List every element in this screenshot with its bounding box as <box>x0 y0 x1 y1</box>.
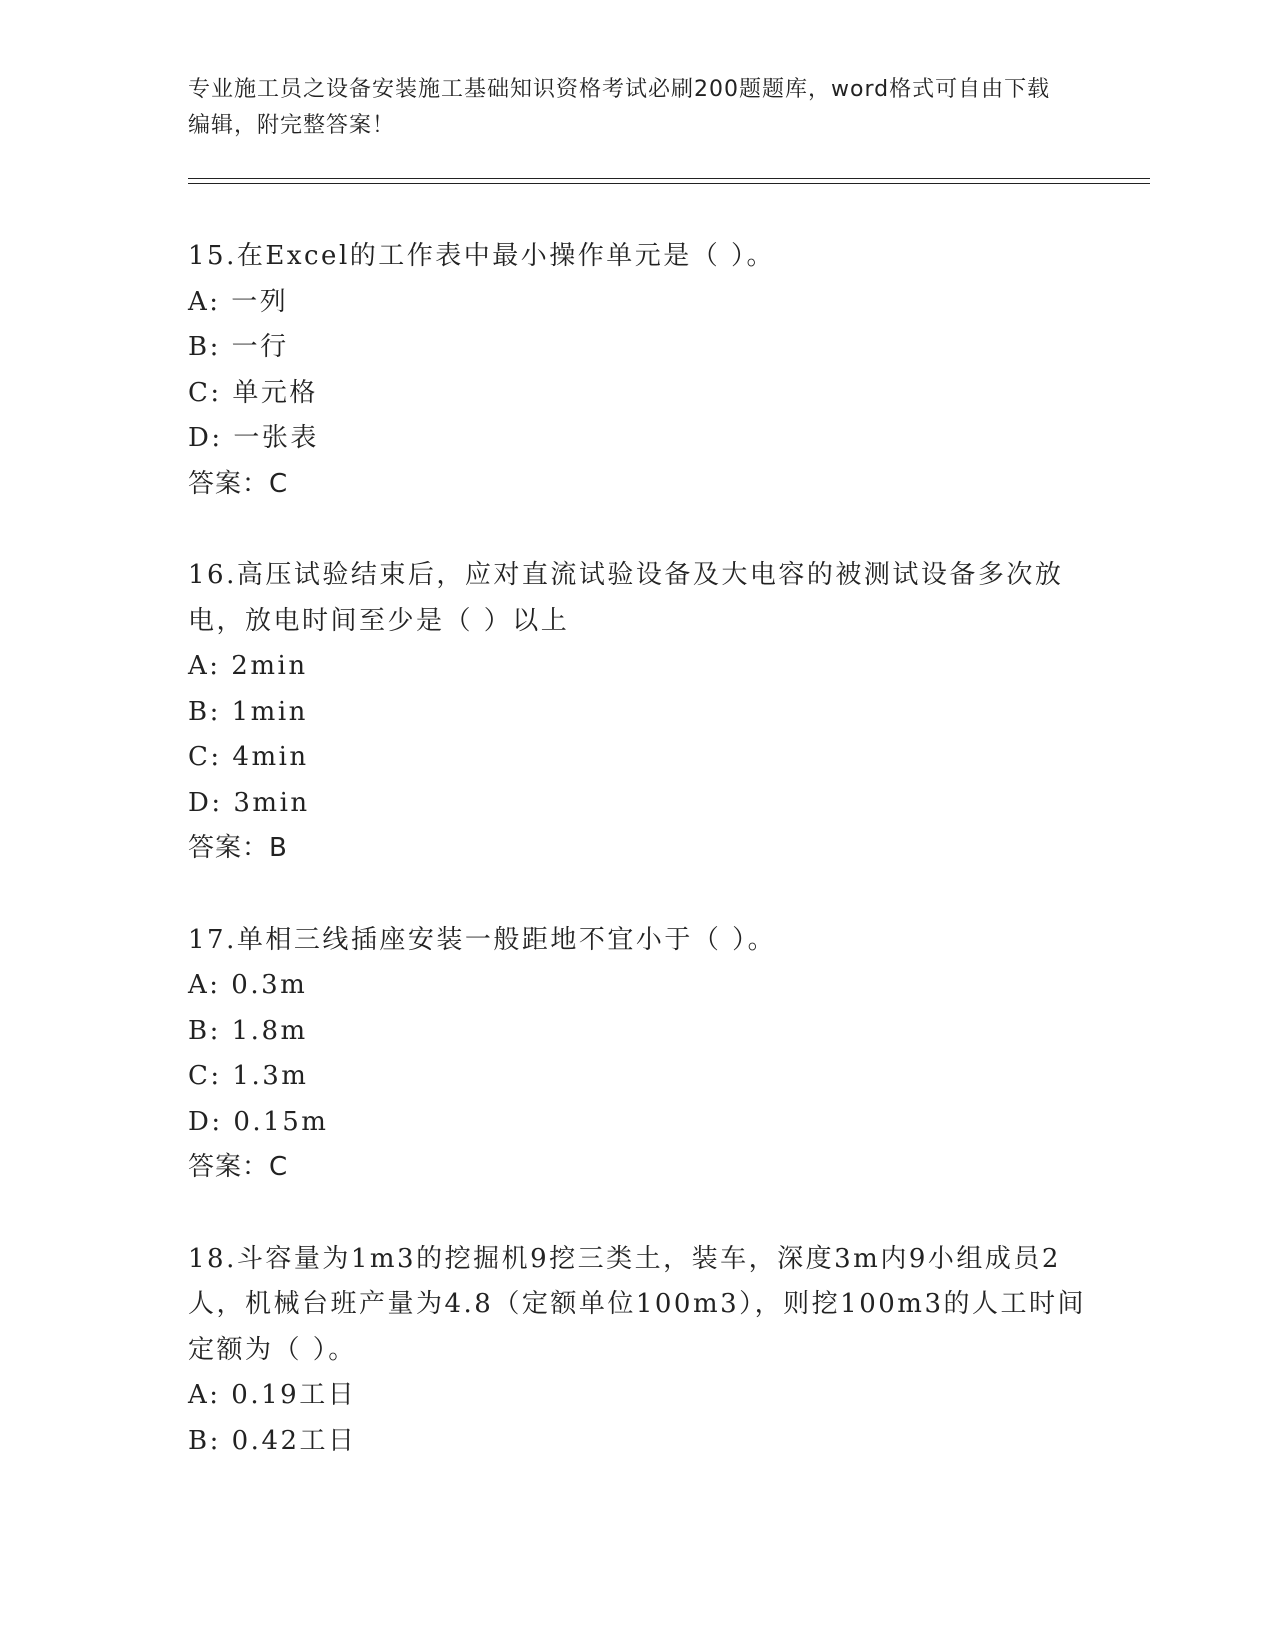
question-stem: 18.斗容量为1m3的挖掘机9挖三类土，装车，深度3m内9小组成员2人，机械台班产量为4.8（定额单位100m3），则挖100m3的人工时间定额为（ ）。 <box>188 1243 1086 1365</box>
question-stem: 15.在Excel的工作表中最小操作单元是（ ）。 <box>188 241 776 271</box>
header-divider-bottom <box>188 183 1150 184</box>
answer-line: 答案：C <box>188 1152 289 1182</box>
option-a: A: 0.3m <box>188 970 308 1000</box>
option-b: B: 1min <box>188 696 308 727</box>
answer-line: 答案：B <box>188 833 288 863</box>
question-stem: 17.单相三线插座安装一般距地不宜小于（ ）。 <box>188 924 777 955</box>
option-c: C: 1.3m <box>188 1061 309 1091</box>
option-c: C: 单元格 <box>188 377 318 408</box>
question-18 <box>188 1237 1088 1465</box>
option-b: B: 一行 <box>188 332 289 362</box>
option-a: A: 一列 <box>188 286 289 317</box>
option-c: C: 4min <box>188 742 309 772</box>
option-d: D: 3min <box>188 787 310 818</box>
question-list <box>188 234 1088 1510</box>
option-a: A: 0.19工日 <box>188 1380 357 1410</box>
option-b: B: 1.8m <box>188 1015 308 1046</box>
option-d: D: 0.15m <box>188 1106 329 1137</box>
question-15 <box>188 234 1088 507</box>
question-16 <box>188 553 1088 872</box>
question-17 <box>188 918 1088 1191</box>
header-divider-top <box>188 178 1150 179</box>
option-b: B: 0.42工日 <box>188 1425 357 1456</box>
answer-line: 答案：C <box>188 468 289 499</box>
question-stem: 16.高压试验结束后，应对直流试验设备及大电容的被测试设备多次放电，放电时间至少是（ ）以上 <box>188 560 1064 636</box>
option-a: A: 2min <box>188 651 308 681</box>
option-d: D: 一张表 <box>188 423 319 453</box>
document-header: 专业施工员之设备安装施工基础知识资格考试必刷200题题库，word格式可自由下载编辑，附完整答案！ <box>188 77 1051 138</box>
